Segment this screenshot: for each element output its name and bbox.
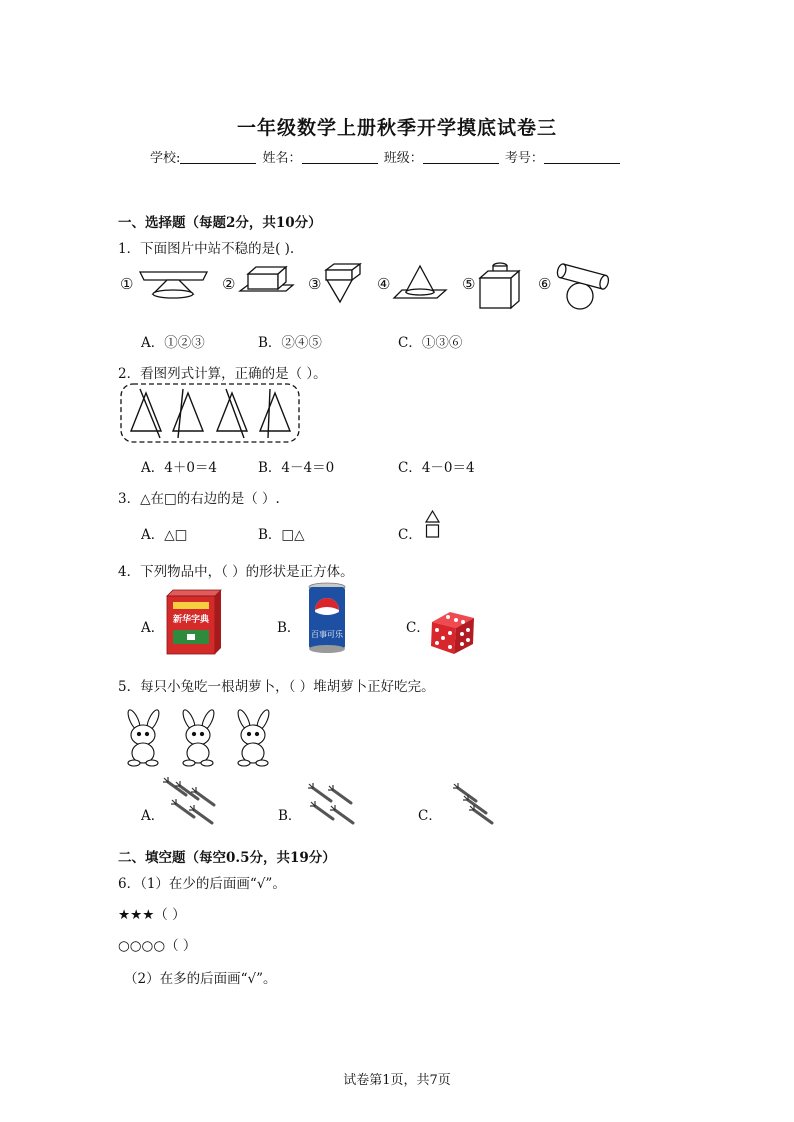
q3-option-c[interactable]: C．	[398, 527, 422, 543]
page-title: 一年级数学上册秋季开学摸底试卷三	[236, 117, 557, 139]
q3-option-a[interactable]: A．△□	[141, 527, 188, 543]
rabbits-figure	[120, 708, 285, 770]
q3-option-b[interactable]: B．□△	[258, 527, 305, 543]
dictionary-title: 新华字典	[172, 615, 210, 625]
q5-question: 5．每只小兔吃一根胡萝卜，（ ）堆胡萝卜正好吃完。	[118, 679, 435, 695]
q2-question: 2．看图列式计算，正确的是（ ）。	[118, 366, 327, 382]
q1-figure-6	[553, 258, 613, 310]
q1-text: 1．下面图片中站不稳的是( ).	[118, 241, 295, 257]
q2-option-b[interactable]: B．4－4＝0	[258, 460, 335, 476]
q2-option-c[interactable]: C．4－0＝4	[398, 460, 475, 476]
q1-option-c[interactable]: C．①③⑥	[398, 335, 463, 351]
q1-option-b[interactable]: B．②④⑤	[258, 335, 322, 351]
q1-figure-1	[135, 266, 215, 311]
dice-image	[428, 606, 478, 658]
section2-heading: 二、填空题（每空0.5分，共19分）	[118, 850, 336, 866]
q1-option-a[interactable]: A．①②③	[141, 335, 205, 351]
q1-figure-3	[322, 262, 367, 307]
q4-option-b[interactable]: B．	[277, 620, 301, 636]
carrots-group-b	[303, 782, 363, 828]
school-blank[interactable]	[180, 150, 256, 164]
class-label: 班级：	[383, 151, 423, 166]
class-blank[interactable]	[423, 150, 499, 164]
q3-question: 3．△在□的右边的是（ ）.	[118, 491, 280, 507]
q1-label-2: ②	[222, 275, 236, 293]
q1-label-3: ③	[308, 275, 322, 293]
q5-option-c[interactable]: C．	[418, 808, 442, 824]
student-info-line	[150, 147, 622, 166]
q1-figure-4	[392, 264, 452, 304]
q1-figure-5	[477, 260, 527, 312]
q5-option-a[interactable]: A．	[141, 808, 165, 824]
q1-label-1: ①	[120, 275, 134, 293]
carrots-group-a	[168, 782, 228, 828]
number-label: 考号：	[504, 151, 544, 166]
page-footer: 试卷第1页，共7页	[343, 1073, 451, 1088]
q5-option-b[interactable]: B．	[278, 808, 302, 824]
section1-heading: 一、选择题（每题2分，共10分）	[118, 215, 322, 231]
q2-option-a[interactable]: A．4＋0＝4	[141, 460, 218, 476]
q4-option-c[interactable]: C．	[406, 620, 430, 636]
carrots-group-c	[448, 782, 504, 828]
q6-part1-text: 6．（1）在少的后面画“√”。	[118, 876, 286, 892]
school-label: 学校:	[150, 151, 181, 166]
q4-question: 4．下列物品中，（ ）的形状是正方体。	[118, 564, 354, 580]
number-blank[interactable]	[544, 150, 620, 164]
q2-triangles-figure	[120, 383, 302, 445]
q1-label-4: ④	[377, 275, 391, 293]
q1-figure-2	[238, 264, 298, 304]
cola-can-label: 百事可乐	[311, 630, 343, 639]
name-label: 姓名：	[262, 151, 302, 166]
name-blank[interactable]	[302, 150, 378, 164]
dictionary-image	[163, 588, 225, 656]
cola-can-image	[302, 582, 352, 656]
q1-label-5: ⑤	[462, 275, 476, 293]
q6-part2-text: （2）在多的后面画“√”。	[124, 971, 277, 987]
q4-option-a[interactable]: A．	[141, 620, 165, 636]
q6-row-circles[interactable]: ○○○○（ ）	[118, 938, 197, 954]
q3-stacked-shapes-figure	[425, 510, 441, 540]
q6-row-stars[interactable]: ★★★（ ）	[118, 907, 186, 923]
q1-label-6: ⑥	[538, 275, 552, 293]
